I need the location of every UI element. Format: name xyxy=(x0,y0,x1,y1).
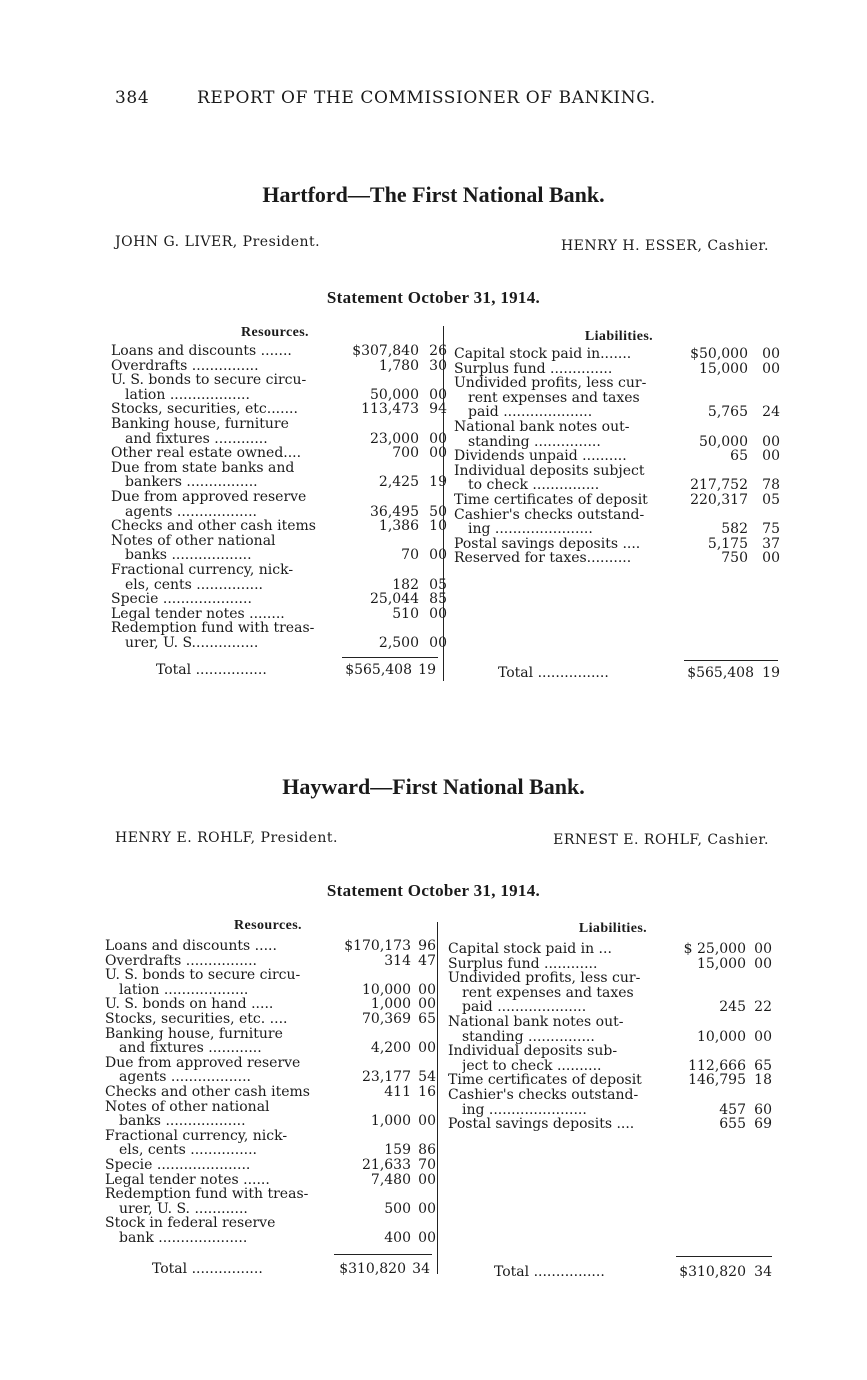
item-amount: 500 xyxy=(384,1200,411,1217)
ledger-row xyxy=(111,430,447,447)
ledger-row xyxy=(105,1202,435,1217)
item-cents: 00 xyxy=(754,955,772,972)
item-label: Time certificates of deposit xyxy=(454,492,648,508)
item-cents: 86 xyxy=(418,1142,436,1159)
item-cents: 16 xyxy=(418,1083,436,1100)
item-label: agents .................. xyxy=(119,1070,251,1085)
item-label: ject to check .......... xyxy=(462,1058,602,1074)
item-amount: 4,200 xyxy=(370,1040,411,1057)
item-cents: 00 xyxy=(418,996,436,1013)
item-amount: 36,495 xyxy=(370,503,419,520)
ledger-row xyxy=(448,957,778,972)
item-amount: 1,780 xyxy=(378,357,419,374)
item-amount: 50,000 xyxy=(699,433,748,450)
ledger-row xyxy=(105,1187,435,1202)
item-cents: 65 xyxy=(418,1010,436,1027)
item-cents: 65 xyxy=(754,1057,772,1074)
item-amount: $ 25,000 xyxy=(683,941,746,957)
item-label: ing ...................... xyxy=(468,522,593,537)
ledger-row xyxy=(448,1000,778,1015)
ledger-row xyxy=(454,435,784,450)
ledger-row xyxy=(111,401,447,418)
item-amount: 112,666 xyxy=(688,1057,746,1074)
item-amount: 159 xyxy=(384,1142,411,1159)
item-amount: 10,000 xyxy=(362,981,411,998)
item-cents: 00 xyxy=(429,547,447,564)
total-amount: $310,820 xyxy=(339,1261,406,1277)
item-label: Reserved for taxes.......... xyxy=(454,551,632,566)
item-amount: 1,000 xyxy=(370,996,411,1013)
resources-table xyxy=(111,343,447,651)
ledger-row xyxy=(448,1117,778,1132)
running-head xyxy=(115,88,715,108)
item-cents: 00 xyxy=(429,634,447,651)
item-label: ing ...................... xyxy=(462,1102,587,1118)
ledger-row xyxy=(105,1231,435,1246)
item-cents: 00 xyxy=(418,1171,436,1188)
item-cents: 05 xyxy=(429,576,447,593)
item-label: Stocks, securities, etc. .... xyxy=(105,1011,288,1027)
ledger-row xyxy=(105,1070,435,1085)
ledger-row xyxy=(448,1015,778,1030)
item-amount: 510 xyxy=(392,605,419,622)
item-label: Overdrafts ............... xyxy=(111,358,259,374)
item-label: National bank notes out- xyxy=(448,1014,624,1030)
ledger-row xyxy=(448,986,778,1001)
ledger-row xyxy=(454,449,784,464)
item-amount: $170,173 xyxy=(344,938,411,954)
item-label: Due from approved reserve xyxy=(105,1055,301,1071)
ledger-row xyxy=(105,1056,435,1071)
item-label: Legal tender notes ...... xyxy=(105,1172,270,1188)
item-label: Specie ..................... xyxy=(105,1157,251,1173)
item-cents: 94 xyxy=(429,401,447,418)
ledger-row xyxy=(105,983,435,998)
ledger-row xyxy=(454,464,784,479)
item-label: Due from approved reserve xyxy=(111,489,307,505)
item-label: Cashier's checks outstand- xyxy=(454,507,645,523)
item-amount: $50,000 xyxy=(690,346,748,362)
ledger-row xyxy=(105,1143,435,1158)
item-cents: 85 xyxy=(429,591,447,608)
resources-heading: Resources. xyxy=(241,325,309,340)
cashier-name: HENRY H. ESSER, Cashier. xyxy=(560,238,769,254)
ledger-row xyxy=(111,518,447,535)
item-amount: 750 xyxy=(721,550,748,567)
ledger-row xyxy=(454,362,784,377)
ledger-row xyxy=(111,576,447,593)
item-label: Checks and other cash items xyxy=(105,1084,310,1100)
ledger-row xyxy=(111,605,447,622)
ledger-row xyxy=(105,1027,435,1042)
item-label: Fractional currency, nick- xyxy=(105,1128,288,1144)
item-cents: 00 xyxy=(418,1200,436,1217)
item-cents: 50 xyxy=(429,503,447,520)
ledger-row xyxy=(454,420,784,435)
ledger-row xyxy=(448,942,778,957)
ledger-row xyxy=(448,1103,778,1118)
cashier-name: ERNEST E. ROHLF, Cashier. xyxy=(553,832,769,848)
ledger-row xyxy=(105,1173,435,1188)
ledger-row xyxy=(105,1114,435,1129)
ledger-row xyxy=(454,493,784,508)
item-cents: 60 xyxy=(754,1101,772,1118)
ledger-row xyxy=(111,386,447,403)
item-amount: 5,765 xyxy=(707,404,748,421)
ledger-row xyxy=(448,1088,778,1103)
item-cents: 54 xyxy=(418,1069,436,1086)
item-cents: 00 xyxy=(754,941,772,957)
item-amount: 2,500 xyxy=(378,634,419,651)
item-amount: 182 xyxy=(392,576,419,593)
item-label: Fractional currency, nick- xyxy=(111,562,294,578)
item-label: Legal tender notes ........ xyxy=(111,606,285,622)
ledger-row xyxy=(454,405,784,420)
ledger-row xyxy=(111,503,447,520)
ledger-row xyxy=(105,1085,435,1100)
item-amount: 25,044 xyxy=(370,591,419,608)
item-label: Notes of other national xyxy=(111,533,276,549)
item-label: Postal savings deposits .... xyxy=(448,1117,635,1132)
item-label: els, cents ............... xyxy=(119,1143,258,1158)
liabilities-table xyxy=(454,347,784,566)
item-amount: 10,000 xyxy=(697,1028,746,1045)
item-label: Redemption fund with treas- xyxy=(111,621,315,636)
ledger-row xyxy=(105,939,435,954)
item-label: rent expenses and taxes xyxy=(468,390,640,406)
liabilities-heading: Liabilities. xyxy=(578,921,648,936)
item-amount: 146,795 xyxy=(688,1072,746,1089)
item-cents: 00 xyxy=(754,1028,772,1045)
item-amount: 15,000 xyxy=(697,955,746,972)
item-label: U. S. bonds on hand ..... xyxy=(105,997,274,1012)
item-cents: 69 xyxy=(754,1116,772,1133)
bank-title: Hayward—First National Bank. xyxy=(282,774,585,799)
item-label: Specie .................... xyxy=(111,592,252,607)
item-amount: 217,752 xyxy=(690,477,748,494)
item-label: urer, U. S. ............ xyxy=(119,1201,248,1217)
president-name: JOHN G. LIVER, President. xyxy=(115,234,321,250)
ledger-row xyxy=(105,968,435,983)
item-cents: 00 xyxy=(762,346,780,362)
item-label: Banking house, furniture xyxy=(111,416,289,432)
ledger-row xyxy=(105,1216,435,1231)
item-amount: 314 xyxy=(384,952,411,969)
total-label: Total ................ xyxy=(494,1264,605,1280)
ledger-row xyxy=(105,1012,435,1027)
liabilities-table xyxy=(448,942,778,1132)
item-amount: 15,000 xyxy=(699,360,748,377)
statement-date: Statement October 31, 1914. xyxy=(326,288,541,307)
item-label: Capital stock paid in ... xyxy=(448,942,612,957)
item-amount: 700 xyxy=(392,445,419,462)
ledger-row xyxy=(111,621,441,636)
item-cents: 00 xyxy=(762,433,780,450)
item-cents: 00 xyxy=(418,1113,436,1130)
item-cents: 30 xyxy=(429,357,447,374)
item-cents: 22 xyxy=(754,999,772,1016)
ledger-row xyxy=(111,490,441,505)
ledger-row xyxy=(454,391,784,406)
item-amount: 1,000 xyxy=(370,1113,411,1130)
item-label: Cashier's checks outstand- xyxy=(448,1087,639,1103)
item-amount: 582 xyxy=(721,521,748,538)
ledger-row xyxy=(111,591,447,608)
item-label: paid .................... xyxy=(462,1000,587,1015)
item-label: Other real estate owned.... xyxy=(111,446,302,461)
item-label: Undivided profits, less cur- xyxy=(448,971,641,986)
ledger-row xyxy=(454,537,784,552)
item-amount: 655 xyxy=(719,1116,746,1133)
item-amount: 70 xyxy=(401,547,419,564)
item-cents: 00 xyxy=(429,386,447,403)
ledger-row xyxy=(111,461,441,476)
ledger-row xyxy=(105,954,435,969)
total-amount: $310,820 xyxy=(679,1264,746,1280)
ledger-row xyxy=(448,1030,778,1045)
item-amount: 411 xyxy=(384,1083,411,1100)
item-label: Stocks, securities, etc....... xyxy=(111,402,298,417)
item-label: banks .................. xyxy=(125,548,252,563)
item-amount: 1,386 xyxy=(378,518,419,535)
item-cents: 00 xyxy=(762,360,780,377)
ledger-row xyxy=(111,357,447,374)
item-label: rent expenses and taxes xyxy=(462,985,634,1001)
page-number: 384 xyxy=(115,88,150,108)
total-label: Total ................ xyxy=(498,665,609,681)
item-label: and fixtures ............ xyxy=(125,431,268,447)
item-amount: 23,177 xyxy=(362,1069,411,1086)
item-amount: $307,840 xyxy=(352,343,419,359)
item-cents: 75 xyxy=(762,521,780,538)
total-cents: 19 xyxy=(762,665,780,681)
item-cents: 70 xyxy=(418,1156,436,1173)
item-amount: 65 xyxy=(730,448,748,465)
report-title: REPORT OF THE COMMISSIONER OF BANKING. xyxy=(197,88,656,108)
item-label: Capital stock paid in....... xyxy=(454,347,632,362)
item-label: Stock in federal reserve xyxy=(105,1216,276,1231)
total-label: Total ................ xyxy=(152,1261,263,1277)
item-cents: 00 xyxy=(429,430,447,447)
item-amount: 7,480 xyxy=(370,1171,411,1188)
item-amount: 5,175 xyxy=(707,535,748,552)
item-cents: 37 xyxy=(762,535,780,552)
item-label: lation ................... xyxy=(119,982,249,998)
ledger-row xyxy=(111,417,441,432)
item-label: Undivided profits, less cur- xyxy=(454,376,647,391)
item-label: lation .................. xyxy=(125,387,250,403)
item-label: banks .................. xyxy=(119,1114,246,1129)
item-label: to check ............... xyxy=(468,478,600,493)
item-label: Due from state banks and xyxy=(111,460,295,476)
ledger-row xyxy=(111,634,447,651)
total-amount: $565,408 xyxy=(687,665,754,681)
resources-total-rule xyxy=(334,1254,432,1255)
total-label: Total ................ xyxy=(156,662,267,678)
item-cents: 47 xyxy=(418,952,436,969)
item-cents: 00 xyxy=(418,1229,436,1246)
ledger-row xyxy=(448,1059,778,1074)
item-label: U. S. bonds to secure circu- xyxy=(111,373,307,388)
ledger-row xyxy=(448,1073,778,1088)
item-cents: 24 xyxy=(762,404,780,421)
ledger-row xyxy=(105,1041,435,1056)
item-label: Individual deposits subject xyxy=(454,463,645,479)
item-amount: 457 xyxy=(719,1101,746,1118)
item-cents: 00 xyxy=(762,550,780,567)
statement-date: Statement October 31, 1914. xyxy=(326,881,541,900)
item-cents: 00 xyxy=(762,448,780,465)
ledger-row xyxy=(105,997,435,1012)
ledger-row xyxy=(454,551,784,566)
item-label: Time certificates of deposit xyxy=(448,1073,642,1088)
ledger-row xyxy=(454,376,784,391)
item-cents: 00 xyxy=(429,605,447,622)
ledger-row xyxy=(111,343,447,359)
item-label: National bank notes out- xyxy=(454,419,630,435)
item-label: urer, U. S............... xyxy=(125,635,259,651)
liabilities-total-rule xyxy=(676,1256,772,1257)
item-label: Postal savings deposits .... xyxy=(454,536,641,552)
ledger-row xyxy=(111,373,441,388)
resources-heading: Resources. xyxy=(234,918,302,933)
item-amount: 113,473 xyxy=(361,401,419,418)
item-label: paid .................... xyxy=(468,405,593,420)
item-label: and fixtures ............ xyxy=(119,1041,262,1056)
item-cents: 26 xyxy=(429,343,447,359)
liabilities-total-rule xyxy=(684,660,778,661)
ledger-row xyxy=(454,478,784,493)
ledger-row xyxy=(111,474,447,491)
item-amount: 220,317 xyxy=(690,491,748,508)
item-label: Individual deposits sub- xyxy=(448,1044,618,1059)
item-label: Notes of other national xyxy=(105,1099,270,1115)
total-cents: 19 xyxy=(418,662,436,678)
total-cents: 34 xyxy=(412,1261,430,1277)
total-cents: 34 xyxy=(754,1264,772,1280)
item-label: Redemption fund with treas- xyxy=(105,1187,309,1202)
item-label: Loans and discounts ....... xyxy=(111,344,292,359)
item-cents: 00 xyxy=(418,981,436,998)
item-amount: 23,000 xyxy=(370,430,419,447)
item-label: Dividends unpaid .......... xyxy=(454,449,627,464)
item-cents: 18 xyxy=(754,1072,772,1089)
item-amount: 21,633 xyxy=(362,1156,411,1173)
item-cents: 78 xyxy=(762,477,780,494)
ledger-row xyxy=(454,508,784,523)
resources-total-rule xyxy=(342,657,438,658)
resources-table xyxy=(105,939,435,1245)
total-amount: $565,408 xyxy=(345,662,412,678)
ledger-row xyxy=(111,534,441,549)
item-amount: 2,425 xyxy=(378,474,419,491)
item-cents: 96 xyxy=(418,938,436,954)
item-cents: 00 xyxy=(418,1040,436,1057)
item-label: standing ............... xyxy=(468,434,601,450)
item-amount: 70,369 xyxy=(362,1010,411,1027)
president-name: HENRY E. ROHLF, President. xyxy=(115,830,338,846)
item-label: U. S. bonds to secure circu- xyxy=(105,968,301,983)
bank-title: Hartford—The First National Bank. xyxy=(262,182,605,207)
item-amount: 50,000 xyxy=(370,386,419,403)
item-cents: 05 xyxy=(762,491,780,508)
ledger-row xyxy=(105,1158,435,1173)
ledger-row xyxy=(105,1129,435,1144)
item-label: Banking house, furniture xyxy=(105,1026,283,1042)
ledger-row xyxy=(448,971,778,986)
item-label: bank .................... xyxy=(119,1230,248,1246)
ledger-row xyxy=(454,347,784,362)
item-label: Surplus fund ............ xyxy=(448,956,598,972)
ledger-row xyxy=(111,547,447,564)
item-amount: 245 xyxy=(719,999,746,1016)
item-label: Loans and discounts ..... xyxy=(105,939,277,954)
item-label: standing ............... xyxy=(462,1029,595,1045)
ledger-row xyxy=(105,1100,435,1115)
item-label: bankers ................ xyxy=(125,475,258,490)
item-amount: 400 xyxy=(384,1229,411,1246)
item-cents: 00 xyxy=(429,445,447,462)
item-label: Surplus fund .............. xyxy=(454,361,613,377)
ledger-row xyxy=(111,445,447,462)
item-label: Checks and other cash items xyxy=(111,519,316,534)
liabilities-heading: Liabilities. xyxy=(584,329,654,344)
ledger-row xyxy=(111,563,441,578)
item-label: els, cents ............... xyxy=(125,577,264,593)
ledger-row xyxy=(448,1044,778,1059)
column-divider xyxy=(437,922,438,1274)
item-label: agents .................. xyxy=(125,504,257,520)
ledger-row xyxy=(454,522,784,537)
item-label: Overdrafts ................ xyxy=(105,953,258,969)
item-cents: 10 xyxy=(429,518,447,535)
item-cents: 19 xyxy=(429,474,447,491)
